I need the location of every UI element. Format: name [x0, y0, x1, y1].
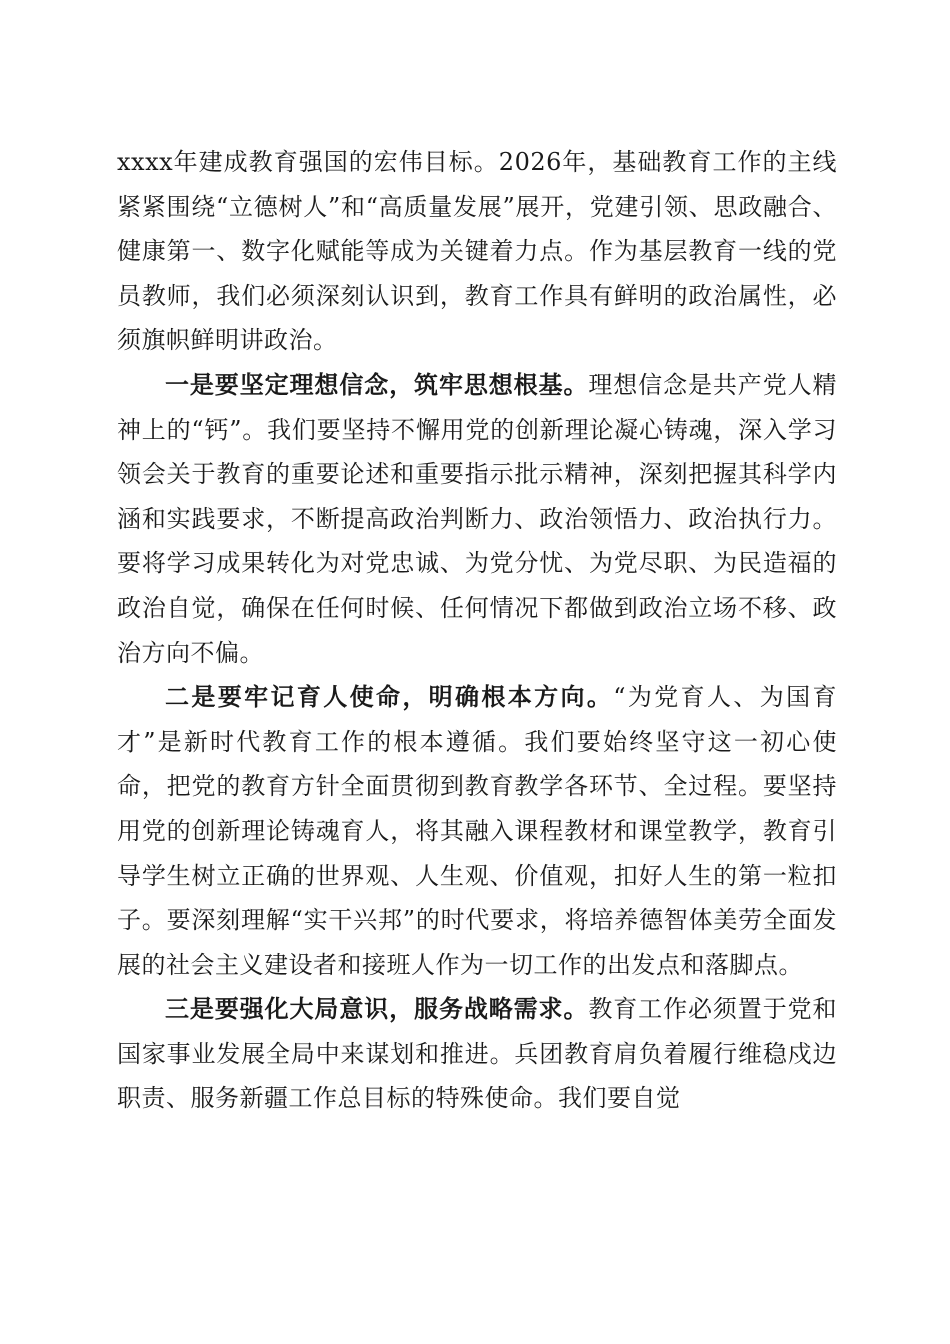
- paragraph-intro: [117, 140, 837, 363]
- paragraph-point-three: [117, 987, 837, 1121]
- paragraph-point-one: [117, 363, 837, 675]
- paragraph-text: “为党育人、为国育才”是新时代教育工作的根本遵循。我们要始终坚守这一初心使命，把党的教育方针全面贯彻到教育教学各环节、全过程。要坚持用党的创新理论铸魂育人，将其融入课程教材和课堂教学，教育引导学生树立正确的世界观、人生观、价值观，扣好人生的第一粒扣子。要深刻理解“实干兴邦”的时代要求，将培养德智体美劳全面发展的社会主义建设者和接班人作为一切工作的出发点和落脚点。: [117, 683, 838, 979]
- paragraph-lead: 三是要强化大局意识，服务战略需求。: [165, 994, 589, 1024]
- document-body: [117, 140, 837, 1121]
- paragraph-text: xxxx年建成教育强国的宏伟目标。2026年，基础教育工作的主线紧紧围绕“立德树人”和“高质量发展”展开，党建引领、思政融合、健康第一、数字化赋能等成为关键着力点。作为基层教育一线的党员教师，我们必须深刻认识到，教育工作具有鲜明的政治属性，必须旗帜鲜明讲政治。: [117, 148, 837, 355]
- paragraph-lead: 一是要坚定理想信念，筑牢思想根基。: [165, 369, 589, 399]
- paragraph-text: 教育工作必须置于党和国家事业发展全局中来谋划和推进。兵团教育肩负着履行维稳戍边职责、服务新疆工作总目标的特殊使命。我们要自觉: [117, 995, 838, 1113]
- paragraph-text: 理想信念是共产党人精神上的“钙”。我们要坚持不懈用党的创新理论凝心铸魂，深入学习领会关于教育的重要论述和重要指示批示精神，深刻把握其科学内涵和实践要求，不断提高政治判断力、政治领悟力、政治执行力。要将学习成果转化为对党忠诚、为党分忧、为党尽职、为民造福的政治自觉，确保在任何时候、任何情况下都做到政治立场不移、政治方向不偏。: [117, 370, 838, 667]
- paragraph-point-two: [117, 675, 837, 987]
- paragraph-lead: 二是要牢记育人使命，明确根本方向。: [165, 682, 614, 712]
